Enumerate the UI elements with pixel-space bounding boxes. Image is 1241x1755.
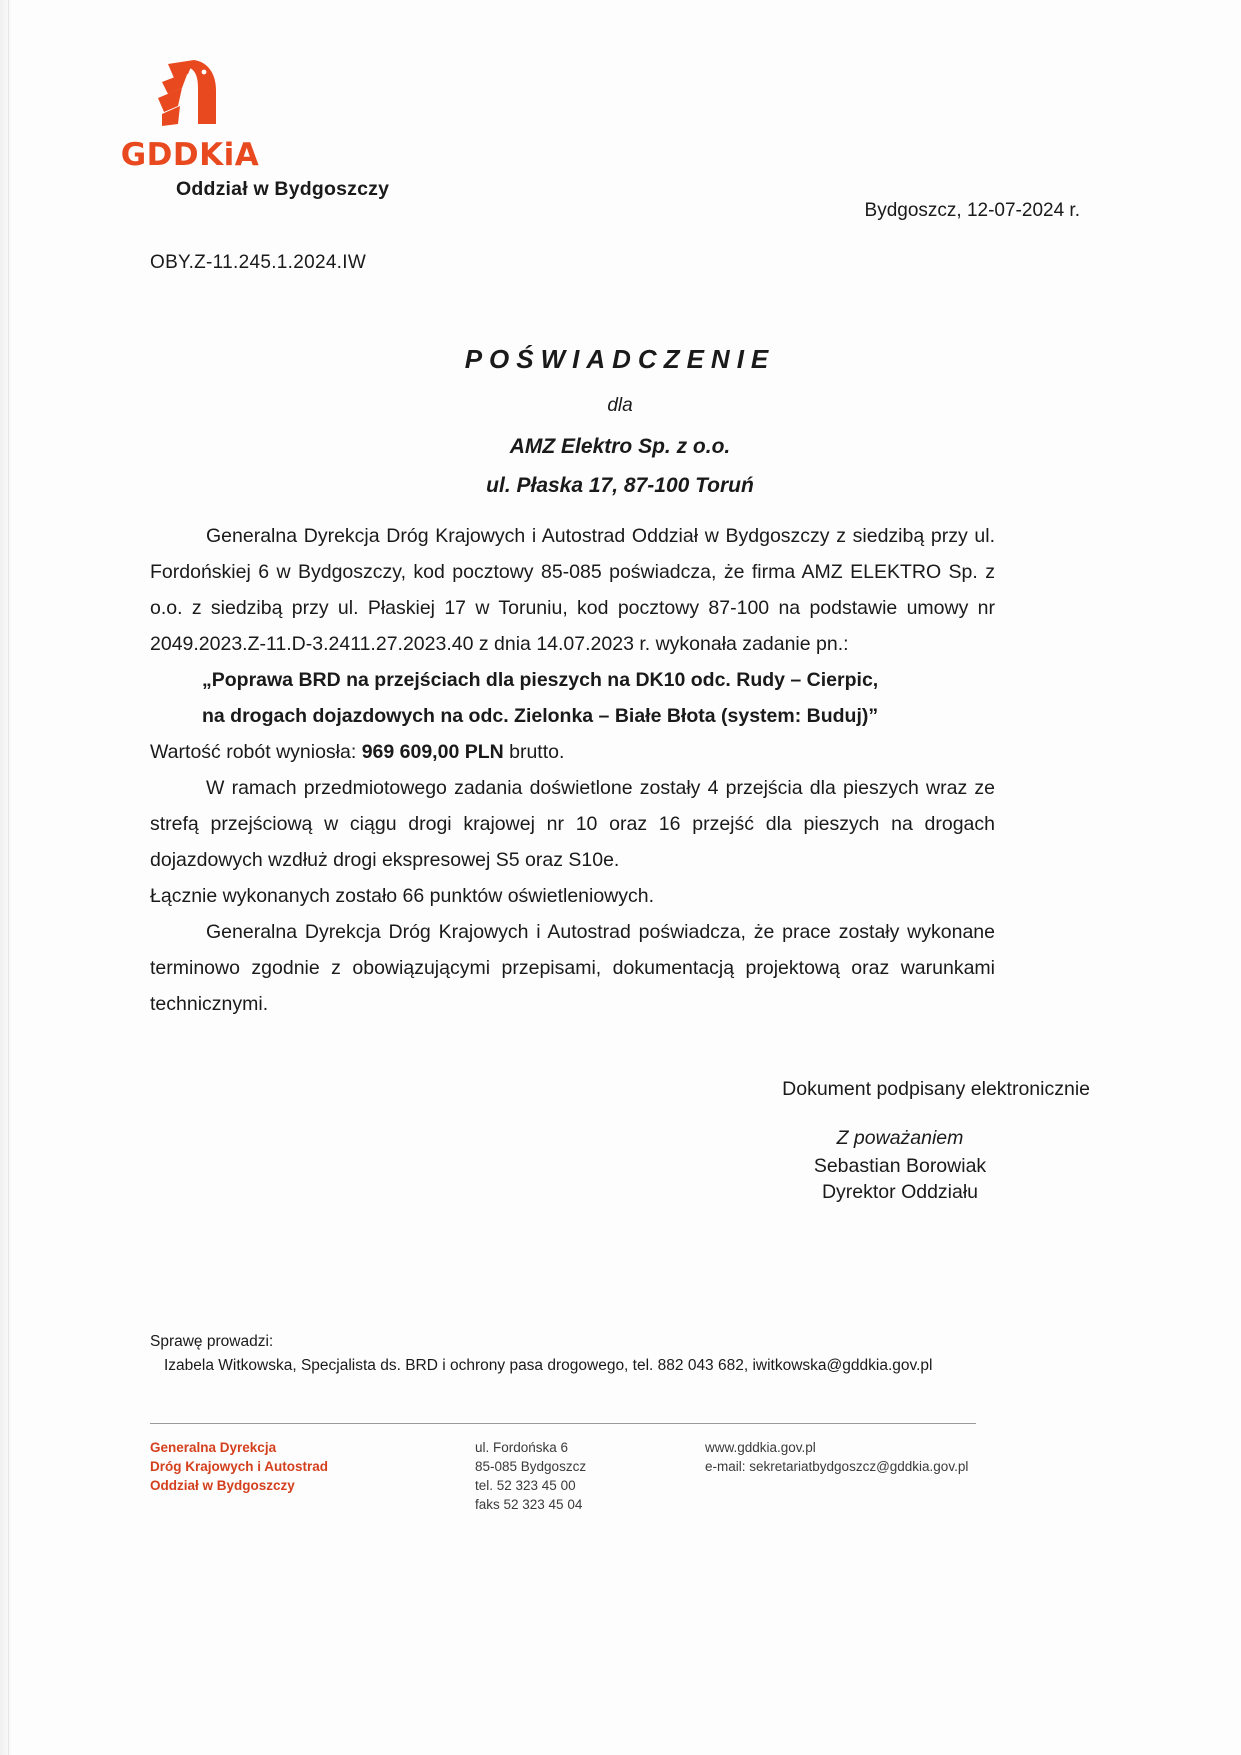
footer-address-street: ul. Fordońska 6 [475, 1440, 569, 1455]
value-prefix: Wartość robót wyniosła: [150, 741, 357, 763]
body-paragraph-4: Generalna Dyrekcja Dróg Krajowych i Autostrad poświadcza, że prace zostały wykonane terminowo zgodnie z obowiązującymi przepisami, dokumentacją projektową oraz warunkami technicznymi. [150, 921, 995, 1015]
scan-edge-shading [0, 0, 14, 1755]
recipient-name: AMZ Elektro Sp. z o.o. [509, 435, 731, 458]
place-and-date: Bydgoszcz, 12-07-2024 r. [864, 200, 1080, 221]
body-paragraph-1: Generalna Dyrekcja Dróg Krajowych i Autostrad Oddział w Bydgoszczy z siedzibą przy ul. Fordońskiej 6 w Bydgoszczy, kod pocztowy 85-085 poświadcza, że firma AMZ ELEKTRO Sp. z o.o. z siedzibą przy ul. Płaskiej 17 w Toruniu, kod pocztowy 87-100 na podstawie umowy nr 2049.2023.Z-11.D-3.2411.27.2023.40 z dnia 14.07.2023 r. wykonała zadanie pn.: [150, 525, 995, 655]
footer-web-column [705, 1438, 968, 1476]
body-paragraph-3: Łącznie wykonanych zostało 66 punktów oświetleniowych. [150, 885, 655, 907]
title-block [150, 344, 1090, 498]
title-for-label: dla [607, 395, 633, 416]
recipient-address: ul. Płaska 17, 87-100 Toruń [486, 474, 754, 497]
case-handler-block [150, 1330, 1090, 1378]
footer-brand-column [150, 1438, 328, 1495]
footer-divider [150, 1423, 976, 1424]
gddkia-logo [95, 58, 285, 171]
signature-block [710, 1125, 1090, 1205]
footer-fax: faks 52 323 45 04 [475, 1497, 583, 1512]
value-suffix: brutto. [509, 741, 565, 763]
footer-brand-line-2: Dróg Krajowych i Autostrad [150, 1459, 329, 1474]
reference-number: OBY.Z-11.245.1.2024.IW [150, 252, 367, 273]
signature-regards: Z poważaniem [836, 1127, 964, 1149]
footer-email[interactable]: e-mail: sekretariatbydgoszcz@gddkia.gov.pl [705, 1459, 969, 1474]
electronic-signature-note: Dokument podpisany elektronicznie [782, 1078, 1090, 1100]
footer-address-column [475, 1438, 586, 1514]
case-handler-details: Izabela Witkowska, Specjalista ds. BRD i ochrony pasa drogowego, tel. 882 043 682, iwitkowska@gddkia.gov.pl [164, 1357, 933, 1374]
contract-value-line [150, 734, 995, 770]
gddkia-eagle-icon [148, 58, 232, 138]
footer-website[interactable]: www.gddkia.gov.pl [705, 1440, 816, 1455]
footer-brand-line-3: Oddział w Bydgoszczy [150, 1478, 295, 1493]
body-paragraph-2: W ramach przedmiotowego zadania doświetlone zostały 4 przejścia dla pieszych wraz ze strefą przejściową w ciągu drogi krajowej nr 10 oraz 16 przejść dla pieszych na drogach dojazdowych wzdłuż drogi ekspresowej S5 oraz S10e. [150, 777, 995, 871]
branch-name: Oddział w Bydgoszczy [176, 178, 390, 200]
gddkia-wordmark: GDDKiA [120, 137, 260, 173]
footer-address-city: 85-085 Bydgoszcz [475, 1459, 587, 1474]
project-title-line-1: „Poprawa BRD na przejściach dla pieszych na DK10 odc. Rudy – Cierpic, [202, 669, 879, 691]
project-title-line-2: na drogach dojazdowych na odc. Zielonka – Białe Błota (system: Buduj)” [202, 705, 879, 727]
body-block [150, 518, 995, 1022]
scan-edge-line [8, 0, 9, 1755]
signatory-name: Sebastian Borowiak [813, 1155, 987, 1177]
signatory-position: Dyrektor Oddziału [821, 1181, 979, 1203]
value-amount: 969 609,00 PLN [361, 741, 504, 763]
case-handler-label: Sprawę prowadzi: [150, 1333, 274, 1350]
page-title: POŚWIADCZENIE [464, 344, 776, 374]
footer-phone: tel. 52 323 45 00 [475, 1478, 576, 1493]
footer-brand-line-1: Generalna Dyrekcja [150, 1440, 277, 1455]
